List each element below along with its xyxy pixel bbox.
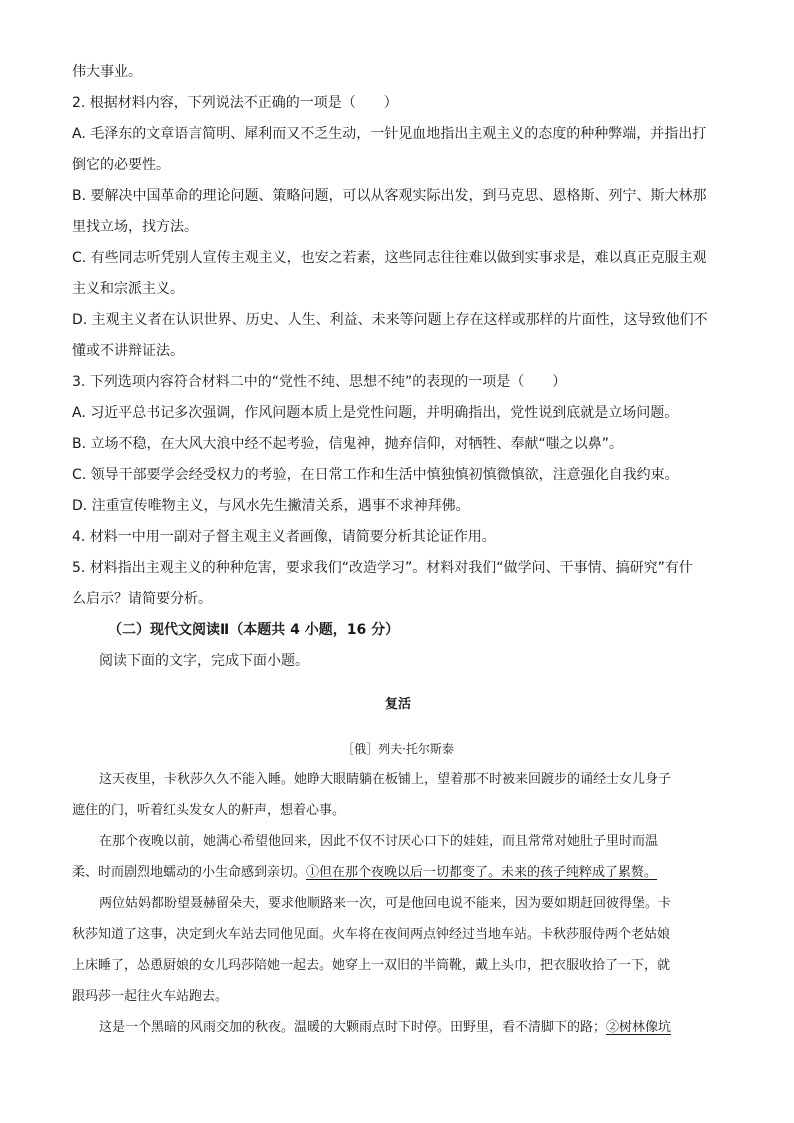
question-2-option-a-cont: 倒它的必要性。 bbox=[72, 157, 170, 173]
underlined-sentence-2: ②树林像坑 bbox=[606, 1020, 672, 1035]
question-2-option-b: B. 要解决中国革命的理论问题、策略问题，可以从客观实际出发，到马克思、恩格斯、列宁、斯大林那 bbox=[72, 188, 707, 204]
underlined-sentence-1: ①但在那个夜晚以后一切都变了。未来的孩子纯粹成了累赘。 bbox=[306, 865, 658, 880]
question-3-option-c: C. 领导干部要学会经受权力的考验，在日常工作和生活中慎独慎初慎微慎欲，注意强化自我约束。 bbox=[72, 467, 679, 483]
story-paragraph-3-line-2: 秋莎知道了这事，决定到火车站去同他见面。火车将在夜间两点钟经过当地车站。卡秋莎服侍两个老姑娘 bbox=[72, 927, 671, 942]
question-2-option-a: A. 毛泽东的文章语言简明、犀利而又不乏生动，一针见血地指出主观主义的态度的种种弊端，并指出打 bbox=[72, 126, 707, 142]
story-paragraph-3: 两位姑妈都盼望聂赫留朵夫，要求他顺路来一次，可是他回电说不能来，因为要如期赶回彼得堡。卡 bbox=[99, 896, 672, 911]
story-author: ［俄］列夫·托尔斯泰 bbox=[342, 742, 454, 756]
question-5-cont: 么启示？请简要分析。 bbox=[72, 591, 212, 607]
document-page bbox=[72, 62, 724, 1038]
reading-instruction: 阅读下面的文字，完成下面小题。 bbox=[99, 653, 309, 669]
story-paragraph-2-cont bbox=[72, 863, 724, 883]
story-text: 这是一个黑暗的风雨交加的秋夜。温暖的大颗雨点时下时停。田野里，看不清脚下的路； bbox=[99, 1020, 607, 1035]
story-paragraph-2: 在那个夜晚以前，她满心希望他回来，因此不仅不讨厌心口下的娃娃，而且常常对她肚子里时而温 bbox=[99, 834, 659, 849]
story-paragraph-3-line-3: 上床睡了，怂恿厨娘的女儿玛莎陪她一起去。她穿上一双旧的半筒靴，戴上头巾，把衣服收拾了一下，就 bbox=[72, 958, 671, 973]
text-line: 伟大事业。 bbox=[72, 64, 142, 80]
story-paragraph-4 bbox=[72, 1018, 724, 1038]
question-2: 2. 根据材料内容，下列说法不正确的一项是（ ） bbox=[72, 95, 398, 111]
question-5: 5. 材料指出主观主义的种种危害，要求我们“改造学习”。材料对我们“做学问、干事情、搞研究”有什 bbox=[72, 560, 693, 576]
question-3-option-d: D. 注重宣传唯物主义，与风水先生撇清关系，遇事不求神拜佛。 bbox=[72, 498, 470, 514]
question-2-option-d-cont: 懂或不讲辩证法。 bbox=[72, 343, 184, 359]
story-paragraph-1: 这天夜里，卡秋莎久久不能入睡。她睁大眼睛躺在板铺上，望着那不时被来回踱步的诵经士女儿身子 bbox=[99, 772, 672, 787]
question-3-option-b: B. 立场不稳，在大风大浪中经不起考验，信鬼神，抛弃信仰，对牺牲、奉献“嗤之以鼻”。 bbox=[72, 436, 624, 452]
question-2-option-c-cont: 主义和宗派主义。 bbox=[72, 281, 184, 297]
question-2-option-c: C. 有些同志听凭别人宣传主观主义，也安之若素，这些同志往往难以做到实事求是，难以真正克服主观 bbox=[72, 250, 707, 266]
question-4: 4. 材料一中用一副对子督主观主义者画像，请简要分析其论证作用。 bbox=[72, 529, 496, 545]
question-3-option-a: A. 习近平总书记多次强调，作风问题本质上是党性问题，并明确指出，党性说到底就是立场问题。 bbox=[72, 405, 679, 421]
story-title: 复活 bbox=[384, 697, 411, 712]
question-3: 3. 下列选项内容符合材料二中的“党性不纯、思想不纯”的表现的一项是（ ） bbox=[72, 374, 567, 390]
question-2-option-d: D. 主观主义者在认识世界、历史、人生、利益、未来等问题上存在这样或那样的片面性，这导致他们不 bbox=[72, 312, 708, 328]
question-2-option-b-cont: 里找立场，找方法。 bbox=[72, 219, 198, 235]
story-paragraph-3-line-4: 跟玛莎一起往火车站跑去。 bbox=[72, 989, 229, 1004]
story-text: 柔、时而剧烈地蠕动的小生命感到亲切。 bbox=[72, 865, 307, 880]
section-heading: （二）现代文阅读Ⅱ（本题共 4 小题，16 分） bbox=[108, 622, 400, 638]
story-paragraph-1-cont: 遮住的门，听着红头发女人的鼾声，想着心事。 bbox=[72, 803, 346, 818]
